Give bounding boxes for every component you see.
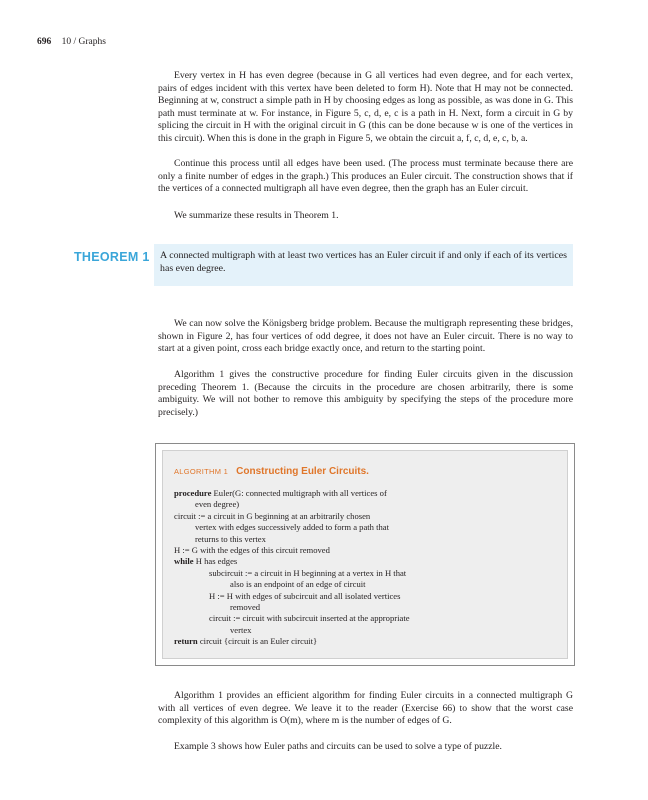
paragraph-summarize: We summarize these results in Theorem 1. [174, 210, 339, 221]
code-line: circuit := a circuit in G beginning at an arbitrarily chosen [174, 510, 371, 521]
running-head-title: 10 / Graphs [61, 37, 106, 47]
algorithm-pseudocode [174, 488, 410, 648]
theorem-box [154, 244, 573, 286]
code-line: H := H with edges of subcircuit and all isolated vertices [209, 590, 401, 601]
code-line: returns to this vertex [195, 533, 266, 544]
running-header [37, 37, 106, 47]
page-number: 696 [37, 37, 52, 47]
code-line: H := G with the edges of this circuit removed [174, 545, 330, 556]
algorithm-title: Constructing Euler Circuits. [236, 466, 369, 477]
theorem-text: A connected multigraph with at least two vertices has an Euler circuit if and only if each of its vertices has even degree. [160, 250, 567, 274]
algorithm-label: ALGORITHM 1 [174, 467, 229, 476]
code-line: vertex [230, 624, 252, 635]
code-line: removed [230, 602, 261, 613]
code-line: while H has edges [174, 556, 238, 567]
paragraph-algorithm-intro: Algorithm 1 gives the constructive procedure for finding Euler circuits given in the discussion preceding Theorem 1. (Because the circuits in the procedure are chosen arbitrarily, there is some ambiguity. We will not bother to remove this ambiguity by specifying the steps of the procedure more precisely.) [158, 369, 573, 418]
code-line: subcircuit := a circuit in H beginning at a vertex in H that [209, 567, 407, 578]
paragraph-example-3: Example 3 shows how Euler paths and circuits can be used to solve a type of puzzle. [174, 741, 502, 752]
code-line: procedure Euler(G: connected multigraph with all vertices of [174, 488, 387, 498]
paragraph-konigsberg: We can now solve the Königsberg bridge problem. Because the multigraph representing these bridges, shown in Figure 2, has four vertices of odd degree, it does not have an Euler circuit. There is no way to start at a given point, cross each bridge exactly once, and return to the starting point. [158, 318, 573, 355]
code-line: circuit := circuit with subcircuit inserted at the appropriate [209, 613, 410, 624]
algorithm-box [155, 443, 575, 666]
paragraph-algorithm-complexity: Algorithm 1 provides an efficient algorithm for finding Euler circuits in a connected multigraph G with all vertices of even degree. We leave it to the reader (Exercise 66) to show that the worst case complexity of this algorithm is O(m), where m is the number of edges of G. [158, 690, 573, 727]
code-line: vertex with edges successively added to form a path that [195, 522, 390, 533]
paragraph-continue-process: Continue this process until all edges have been used. (The process must terminate because there are only a finite number of edges in the graph.) This produces an Euler circuit. The construction shows that if the vertices of a connected multigraph all have even degree, then the graph has an Euler circuit. [158, 158, 573, 195]
code-line: also is an endpoint of an edge of circuit [230, 579, 366, 590]
code-line: return circuit {circuit is an Euler circuit} [174, 636, 318, 647]
paragraph-vertex-even-degree: Every vertex in H has even degree (because in G all vertices had even degree, and for each vertex, pairs of edges incident with this vertex have been deleted to form H). Note that H may not be connected. Beginning at w, construct a simple path in H by choosing edges as long as possible, as was done in G. This path must terminate at w. For instance, in Figure 5, c, d, e, c is a path in H. Next, form a circuit in G by splicing the circuit in H with the original circuit in G (this can be done because w is one of the vertices in this circuit). When this is done in the graph in Figure 5, we obtain the circuit a, f, c, d, e, c, b, a. [158, 70, 573, 144]
algorithm-heading [174, 461, 369, 479]
theorem-label: THEOREM 1 [74, 250, 150, 264]
code-line: even degree) [195, 499, 240, 510]
algorithm-panel [162, 450, 568, 659]
